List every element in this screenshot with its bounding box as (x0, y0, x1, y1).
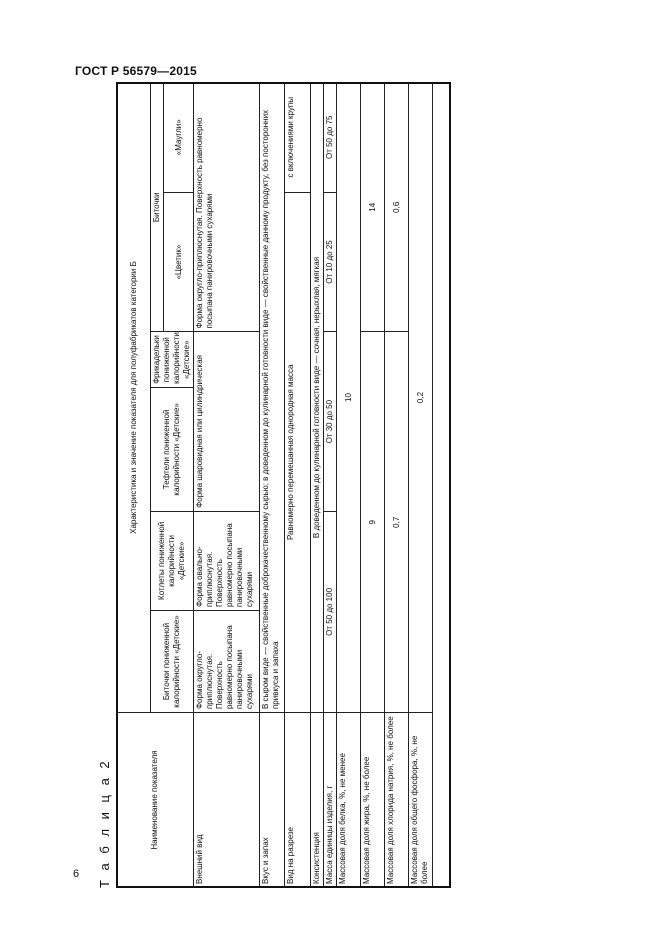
cell-appearance-tefteli-frikadelki: Форма шаровидная или цилиндрическая (194, 332, 260, 511)
cell-salt-right: 0,6 (385, 83, 409, 333)
row-label-protein: Массовая доля белка, %, не менее (337, 713, 361, 888)
row-label-unit-mass: Масса единицы изделия, г (324, 713, 337, 888)
header-bitochki: Биточки (151, 83, 164, 333)
header-tefteli: Тефтели пониженной калорийности «Детские» (151, 387, 194, 511)
row-label-salt: Массовая доля хлорида натрия, %, не более (385, 713, 409, 888)
cell-taste: В сыром виде — свойственные доброкачественному сырью; в доведенном до кулинарной готовности виде — свойственные данному продукту, без посторонних привкуса и запаха (260, 83, 285, 713)
header-tsvetik: «Цветик» (164, 192, 194, 332)
row-label-phosphorus: Массовая доля общего фосфора, %, не более (409, 713, 433, 888)
cell-unit-mass-tsvetik: От 10 до 25 (324, 192, 337, 332)
row-label-fat: Массовая доля жира, %, не более (361, 713, 385, 888)
row-label-appearance: Внешний вид (194, 713, 260, 888)
header-maugli: «Маугли» (164, 83, 194, 193)
cell-protein: 10 (337, 83, 361, 713)
cell-salt-left: 0,7 (385, 332, 409, 713)
cell-unit-mass-bitochki-kotlety: От 50 до 100 (324, 511, 337, 712)
cell-appearance-kotlety-low: Форма овально-приплюснутая. Поверхность равномерно посыпана панировочными сухарями (194, 511, 260, 610)
cell-unit-mass-maugli: От 50 до 75 (324, 83, 337, 193)
table-title: Т а б л и ц а 2 (97, 758, 112, 888)
cell-consistency: В доведенном до кулинарной готовности виде — сочная, нерыхлая, мягкая (311, 83, 324, 713)
row-label-taste: Вкус и запах (260, 713, 285, 888)
cell-cut-common: Равномерно перемешанная однородная масса (285, 192, 311, 713)
cell-fat-left: 9 (361, 332, 385, 713)
cell-cut-maugli: с включениями крупы (285, 83, 311, 193)
characteristics-table (116, 82, 433, 888)
header-bitochki-low: Биточки пониженной калорийности «Детские» (151, 610, 194, 712)
header-group: Характеристика и значение показателя для полуфабрикатов категории Б (117, 83, 151, 713)
row-label-cut: Вид на разрезе (285, 713, 311, 888)
row-label-consistency: Консистенция (311, 713, 324, 888)
cell-unit-mass-tefteli-frikadelki: От 30 до 50 (324, 332, 337, 511)
cell-phosphorus: 0,2 (409, 83, 433, 713)
header-frikadelki: Фрикадельки пониженной калорийности «Детские» (151, 332, 194, 387)
document-header: ГОСТ Р 56579—2015 (75, 64, 197, 78)
header-kotlety-low: Котлеты пониженной калорийности «Детские» (151, 511, 194, 610)
page-number: 6 (73, 868, 80, 880)
cell-fat-right: 14 (361, 83, 385, 333)
cell-appearance-tsvetik-maugli: Форма округло-приплюснутая. Поверхность равномерно посыпана панировочными сухарями (194, 83, 260, 333)
rotated-table-container (116, 82, 453, 888)
header-indicator-name: Наименование показателя (117, 713, 194, 888)
cell-appearance-bitochki-low: Форма округло-приплюснутая. Поверхность равномерно посыпана панировочными сухарями (194, 610, 260, 712)
